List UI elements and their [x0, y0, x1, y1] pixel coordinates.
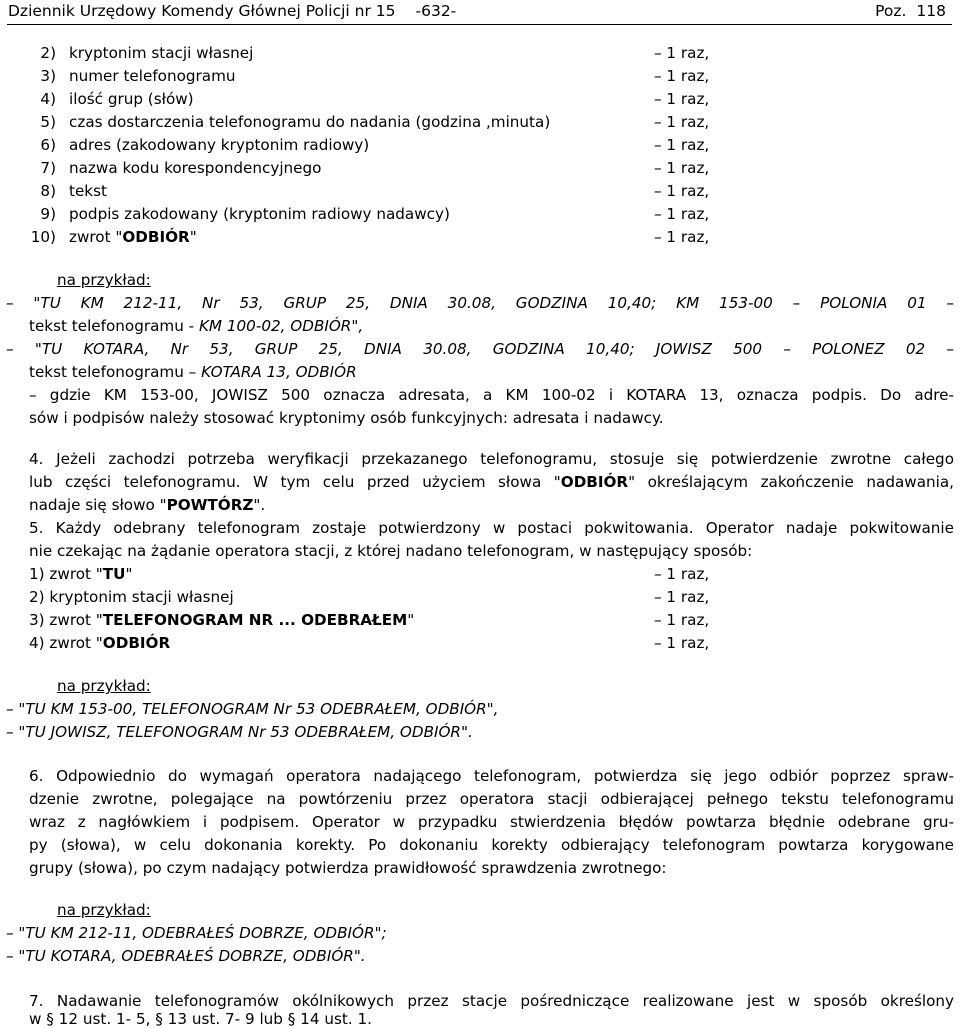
example-label: na przykład:: [57, 677, 151, 695]
list-count: – 1 raz,: [654, 634, 710, 652]
list-number: 9): [40, 205, 56, 223]
paragraph-line: sów i podpisów należy stosować kryptonimy osób funkcyjnych: adresata i nadawcy.: [29, 409, 664, 427]
list-number: 4): [40, 90, 56, 108]
text-fragment: zwrot ": [49, 565, 103, 583]
paragraph-line: 6. Odpowiednio do wymagań operatora nadającego telefonogram, potwierdza się jego odbiór poprzez spraw-: [29, 767, 954, 785]
list-count: – 1 raz,: [654, 182, 710, 200]
example-line: – "TU KM 212-11, Nr 53, GRUP 25, DNIA 30.08, GODZINA 10,40; KM 153-00 – POLONIA 01 –: [6, 294, 954, 312]
list-count: – 1 raz,: [654, 159, 710, 177]
example-line: – "TU KM 153-00, TELEFONOGRAM Nr 53 ODEBRAŁEM, ODBIÓR",: [6, 700, 499, 718]
list-text: czas dostarczenia telefonogramu do nadania (godzina ,minuta): [69, 113, 551, 131]
paragraph-line: 5. Każdy odebrany telefonogram zostaje potwierdzony w postaci pokwitowania. Operator nadaje pokwitowanie: [29, 519, 954, 537]
example-line: – "TU KOTARA, ODEBRAŁEŚ DOBRZE, ODBIÓR".: [6, 947, 366, 965]
example-line: – "TU JOWISZ, TELEFONOGRAM Nr 53 ODEBRAŁEM, ODBIÓR".: [6, 723, 473, 741]
poz-label: Poz.: [875, 2, 907, 20]
list-number: 3): [40, 67, 56, 85]
list-number: 3): [29, 611, 45, 629]
list-text: tekst: [69, 182, 107, 200]
list-item: [29, 633, 960, 653]
text-fragment: zwrot ": [49, 611, 103, 629]
text-fragment: kryptonim stacji własnej: [49, 588, 234, 606]
bold-word: POWTÓRZ: [166, 496, 254, 514]
example-label: na przykład:: [57, 901, 151, 919]
list-text: kryptonim stacji własnej: [69, 44, 254, 62]
poz-value: 118: [916, 2, 946, 20]
paragraph-line: dzenie zwrotne, polegające na powtórzeniu przez operatora stacji odbierającej pełnego tekstu telefonogramu: [29, 790, 954, 808]
text-fragment: KOTARA 13, ODBIÓR: [201, 363, 357, 381]
list-number: 6): [40, 136, 56, 154]
list-text: podpis zakodowany (kryptonim radiowy nadawcy): [69, 205, 450, 223]
example-label: na przykład:: [57, 271, 151, 289]
list-text: ilość grup (słów): [69, 90, 194, 108]
page-number: -632-: [415, 2, 457, 20]
text-fragment: ": [189, 228, 197, 246]
paragraph-line: [29, 495, 265, 515]
paragraph-line: py (słowa), w celu dokonania korekty. Po dokonaniu korekty odbierający telefonogram powtarza korygowane: [29, 836, 954, 854]
position-number: [875, 2, 946, 20]
text-fragment: ": [407, 611, 415, 629]
list-number: 2): [29, 588, 45, 606]
text-fragment: tekst telefonogramu –: [29, 363, 202, 381]
text-fragment: nadaje się słowo ": [29, 496, 167, 514]
list-count: – 1 raz,: [654, 228, 710, 246]
text-fragment: zwrot ": [69, 228, 123, 246]
list-number: 2): [40, 44, 56, 62]
bold-word: ODBIÓR: [560, 473, 629, 491]
paragraph-line: grupy (słowa), po czym nadający potwierdza prawidłowość sprawdzenia zwrotnego:: [29, 859, 667, 877]
example-line: – "TU KM 212-11, ODEBRAŁEŚ DOBRZE, ODBIÓR";: [6, 924, 387, 942]
list-number: 5): [40, 113, 56, 131]
list-number: 7): [40, 159, 56, 177]
list-count: – 1 raz,: [654, 90, 710, 108]
paragraph-line: 4. Jeżeli zachodzi potrzeba weryfikacji przekazanego telefonogramu, stosuje się potwierdzenie zwrotne całego: [29, 450, 954, 468]
list-number: 1): [29, 565, 45, 583]
list-count: – 1 raz,: [654, 113, 710, 131]
bold-word: ODBIÓR: [102, 634, 171, 652]
list-item: [29, 587, 960, 607]
page-header: [7, 2, 952, 25]
paragraph-line: w § 12 ust. 1- 5, § 13 ust. 7- 9 lub § 14 ust. 1.: [29, 1010, 372, 1028]
list-item: [29, 564, 960, 584]
list-text: adres (zakodowany kryptonim radiowy): [69, 136, 370, 154]
bold-word: ODBIÓR: [122, 228, 190, 246]
paragraph-line: 7. Nadawanie telefonogramów okólnikowych przez stacje pośredniczące realizowane jest w sposób określony: [29, 992, 954, 1010]
list-count: – 1 raz,: [654, 67, 710, 85]
list-number: 10): [30, 228, 56, 246]
example-line: [29, 362, 357, 382]
text-fragment: lub części telefonogramu. W tym celu przed użyciem słowa ": [29, 473, 561, 491]
text-fragment: zwrot ": [49, 634, 103, 652]
bold-word: TU: [102, 565, 126, 583]
list-text: nazwa kodu korespondencyjnego: [69, 159, 322, 177]
list-text: numer telefonogramu: [69, 67, 236, 85]
header-title: [8, 2, 456, 20]
text-fragment: tekst telefonogramu -: [29, 317, 199, 335]
journal-title: Dziennik Urzędowy Komendy Głównej Policji nr 15: [8, 2, 396, 20]
example-line: [29, 316, 363, 336]
text-fragment: ": [125, 565, 133, 583]
list-count: – 1 raz,: [654, 588, 710, 606]
list-count: – 1 raz,: [654, 565, 710, 583]
text-fragment: " określającym zakończenie nadawania,: [628, 473, 954, 491]
list-text: [69, 227, 197, 247]
paragraph-line: wraz z nagłówkiem i podpisem. Operator w przypadku stwierdzenia błędów powtarza błędnie odebrane gru-: [29, 813, 954, 831]
list-item: [29, 610, 960, 630]
text-fragment: KM 100-02, ODBIÓR",: [198, 317, 364, 335]
list-count: – 1 raz,: [654, 205, 710, 223]
paragraph-line: – gdzie KM 153-00, JOWISZ 500 oznacza adresata, a KM 100-02 i KOTARA 13, oznacza podpis. Do adre-: [29, 386, 954, 404]
text-fragment: ".: [253, 496, 266, 514]
bold-word: TELEFONOGRAM NR ... ODEBRAŁEM: [102, 611, 408, 629]
list-count: – 1 raz,: [654, 44, 710, 62]
list-number: 4): [29, 634, 45, 652]
paragraph-line: nie czekając na żądanie operatora stacji, z której nadano telefonogram, w następujący sposób:: [29, 542, 753, 560]
list-count: – 1 raz,: [654, 136, 710, 154]
list-number: 8): [40, 182, 56, 200]
paragraph-line: [29, 472, 954, 492]
list-count: – 1 raz,: [654, 611, 710, 629]
example-line: – "TU KOTARA, Nr 53, GRUP 25, DNIA 30.08, GODZINA 10,40; JOWISZ 500 – POLONEZ 02 –: [6, 340, 954, 358]
